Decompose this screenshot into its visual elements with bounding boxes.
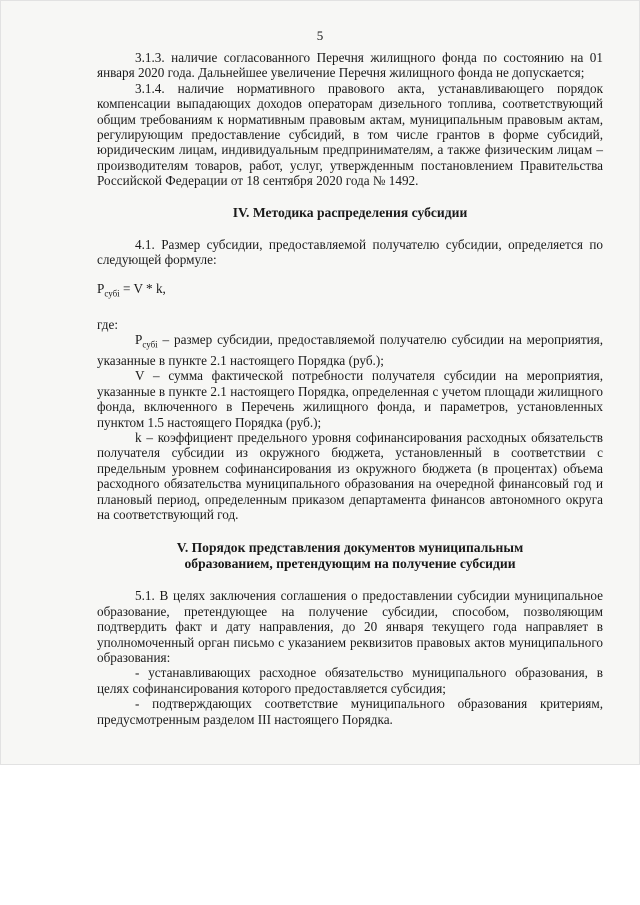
formula-lhs-subscript: субi (104, 289, 120, 300)
list-item-1: - устанавливающих расходное обязательство муниципального образования, в целях софинансирования которого предоставляется субсидия; (97, 665, 603, 696)
where-label: где: (97, 316, 118, 332)
paragraph-4-1: 4.1. Размер субсидии, предоставляемой получателю субсидии, определяется по следующей формуле: (97, 236, 603, 268)
subsidy-formula (97, 281, 603, 302)
formula-rhs: = V * k, (119, 281, 166, 297)
definition-k: k – коэффициент предельного уровня софинансирования расходных обязательств получателя субсидии из окружного бюджета, установленный в соответствии с предельным уровнем софинансирования из окружного бюджета (в процентах) объема расходного обязательства муниципального образования на очередной финансовый год и плановый период, определенным приказом департамента финансов автономного округа на соответствующий год. (97, 430, 603, 523)
definition-v: V – сумма фактической потребности получателя субсидии на мероприятия, указанные в пункте 2.1 настоящего Порядка, определенная с учетом площади жилищного фонда, включенного в Перечень жилищного фонда, и параметров, установленных пунктом 1.5 настоящего Порядка (руб.); (97, 368, 603, 430)
formula-lhs: P (97, 281, 105, 297)
section-5-heading-line-1: V. Порядок представления документов муниципальным (176, 540, 524, 556)
definition-p-symbol: P (135, 331, 143, 347)
section-5-heading-line-2: образованием, претендующим на получение субсидии (184, 556, 516, 572)
definition-p-text: – размер субсидии, предоставляемой получателю субсидии на мероприятия, указанные в пункте 2.1 настоящего Порядка (руб.); (97, 331, 603, 368)
definition-p-subscript: субi (142, 339, 158, 350)
paragraph-5-1: 5.1. В целях заключения соглашения о предоставлении субсидии муниципальное образование, претендующее на получение субсидии, способом, позволяющим подтвердить факт и дату направления, до 20 января текущего года направляет в уполномоченный орган письмо с указанием реквизитов правовых актов муниципального образования: (97, 588, 603, 666)
list-item-2: - подтверждающих соответствие муниципального образования критериям, предусмотренным разделом III настоящего Порядка. (97, 696, 603, 727)
definition-p (97, 332, 603, 368)
document-body (97, 50, 603, 727)
section-4-heading: IV. Методика распределения субсидии (232, 204, 468, 220)
paragraph-3-1-4: 3.1.4. наличие нормативного правового акта, устанавливающего порядок компенсации выпадающих доходов операторам дизельного топлива, соответствующий общим требованиям к нормативным правовым актам, муниципальным правовым актам, регулирующим предоставление субсидий, в том числе грантов в форме субсидий, юридическим лицам, индивидуальным предпринимателям, а также физическим лицам – производителям товаров, работ, услуг, утвержденным постановлением Правительства Российской Федерации от 18 сентября 2020 года № 1492. (97, 80, 603, 189)
page-number: 5 (316, 28, 324, 43)
paragraph-3-1-3: 3.1.3. наличие согласованного Перечня жилищного фонда по состоянию на 01 января 2020 года. Дальнейшее увеличение Перечня жилищного фонда не допускается; (97, 50, 603, 81)
